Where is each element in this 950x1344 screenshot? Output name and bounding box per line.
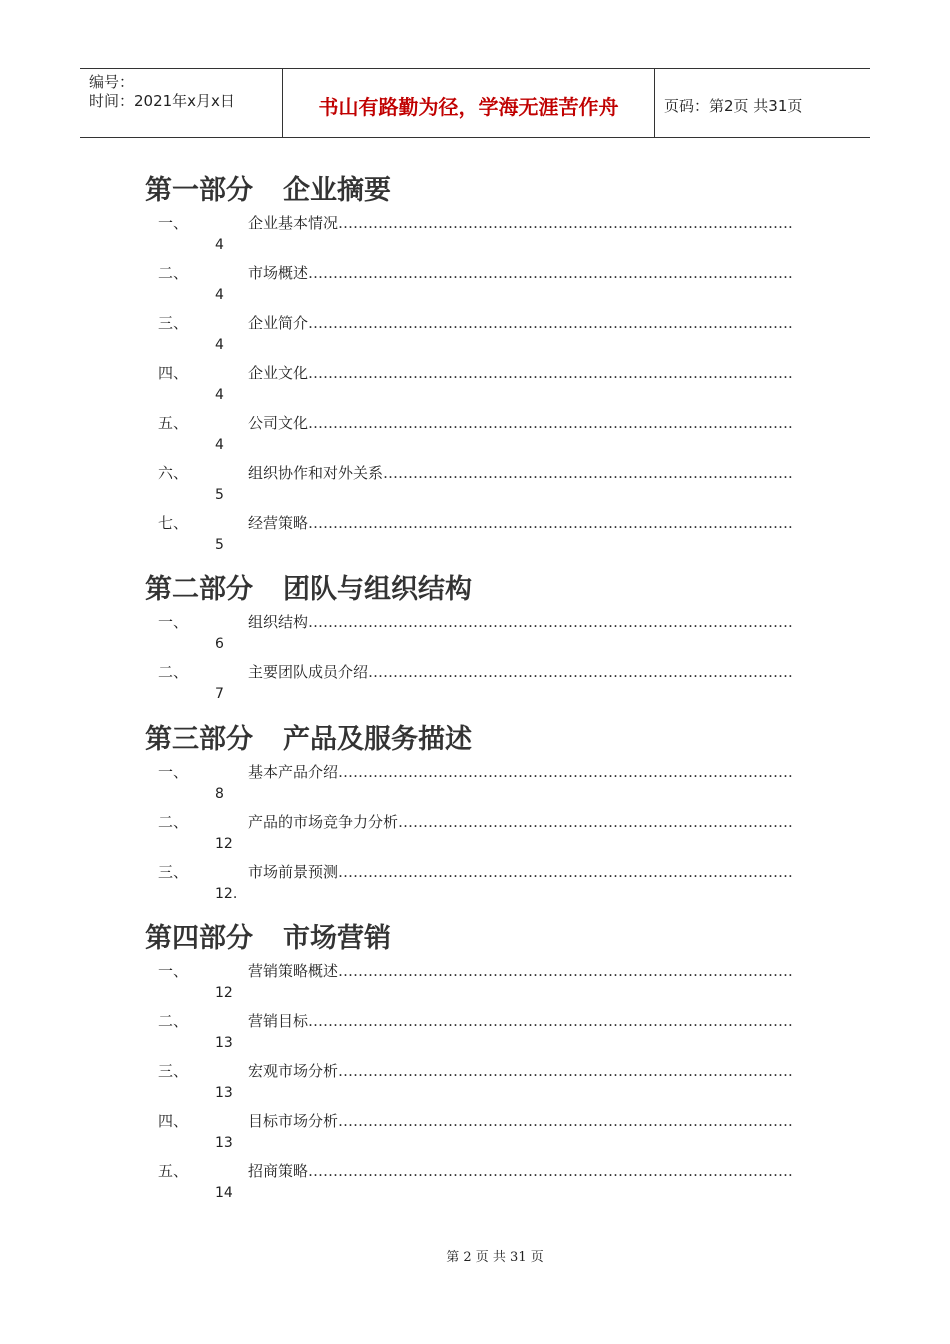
toc-entry[interactable] xyxy=(0,262,950,312)
toc-entry-label xyxy=(248,661,805,682)
toc-leader-dots: …………………………………………………………………………. xyxy=(368,663,793,681)
toc-leader-dots: ……………………………………………………………………………………. xyxy=(308,613,793,631)
toc-entry-label xyxy=(248,960,805,981)
toc-entry-number: 三、 xyxy=(158,314,189,332)
toc-entry[interactable] xyxy=(0,1110,950,1160)
toc-entry-page: 13 xyxy=(215,1135,233,1151)
toc-entry-text: 企业简介 xyxy=(248,314,309,332)
toc-entry[interactable] xyxy=(0,1010,950,1060)
toc-entry[interactable] xyxy=(0,611,950,661)
toc-entry-number: 二、 xyxy=(158,264,189,282)
toc-entry-text: 企业文化 xyxy=(248,364,309,382)
toc-entry-number: 五、 xyxy=(158,1162,189,1180)
toc-leader-dots: ………………………………………………………………………………. xyxy=(338,863,793,881)
toc-entry-page: 6 xyxy=(215,636,224,652)
toc-entry-text: 公司文化 xyxy=(248,414,309,432)
toc-entry-page: 4 xyxy=(215,337,224,353)
toc-entry-number: 七、 xyxy=(158,514,189,532)
section-part: 第三部分 xyxy=(145,724,253,755)
toc-entry-number: 三、 xyxy=(158,1062,189,1080)
header-page-info: 页码：第2页 共31页 xyxy=(664,96,803,115)
toc-entry-text: 招商策略 xyxy=(248,1162,309,1180)
toc-entry-label xyxy=(248,761,805,782)
toc-entry-label xyxy=(248,1160,805,1181)
toc-entry-number: 一、 xyxy=(158,214,189,232)
toc-entry-number: 四、 xyxy=(158,1112,189,1130)
toc-entry-text: 组织协作和对外关系 xyxy=(248,464,384,482)
toc-entry-page: 5 xyxy=(215,537,224,553)
section-title xyxy=(145,717,472,756)
toc-entry[interactable] xyxy=(0,1160,950,1210)
toc-entry-number: 五、 xyxy=(158,414,189,432)
toc-leader-dots: ……………………………………………………………………………………. xyxy=(308,314,793,332)
toc-entry-text: 营销目标 xyxy=(248,1012,309,1030)
toc-entry-label xyxy=(248,1110,805,1131)
toc-entry[interactable] xyxy=(0,661,950,711)
toc-leader-dots: ………………………………………………………………………………. xyxy=(338,214,793,232)
toc-entry-text: 组织结构 xyxy=(248,613,309,631)
toc-entry-page: 4 xyxy=(215,387,224,403)
section-title xyxy=(145,567,472,606)
toc-entry-text: 市场概述 xyxy=(248,264,309,282)
toc-entry-page: 7 xyxy=(215,686,224,702)
toc-entry-label xyxy=(248,412,805,433)
toc-leader-dots: ………………………………………………………………………………. xyxy=(338,1112,793,1130)
toc-leader-dots: ……………………………………………………………………………………. xyxy=(308,364,793,382)
toc-entry-page: 4 xyxy=(215,237,224,253)
toc-entry-text: 基本产品介绍 xyxy=(248,763,339,781)
toc-entry-page: 13 xyxy=(215,1085,233,1101)
toc-entry[interactable] xyxy=(0,1060,950,1110)
toc-entry-number: 一、 xyxy=(158,613,189,631)
toc-entry-page: 4 xyxy=(215,287,224,303)
toc-entry[interactable] xyxy=(0,761,950,811)
toc-entry[interactable] xyxy=(0,512,950,562)
toc-entry-label xyxy=(248,312,805,333)
toc-entry-page: 12. xyxy=(215,886,238,902)
toc-leader-dots: ……………………………………………………………………………………. xyxy=(308,514,793,532)
toc-entry-page: 4 xyxy=(215,437,224,453)
toc-entry[interactable] xyxy=(0,462,950,512)
toc-leader-dots: ……………………………………………………………………………………. xyxy=(308,1162,793,1180)
toc-entry-number: 二、 xyxy=(158,663,189,681)
toc-entry-label xyxy=(248,1010,805,1031)
toc-leader-dots: ……………………………………………………………………………………. xyxy=(308,264,793,282)
toc-entry-number: 一、 xyxy=(158,962,189,980)
toc-entry[interactable] xyxy=(0,312,950,362)
toc-entry-label xyxy=(248,861,805,882)
toc-entry-label xyxy=(248,611,805,632)
toc-entry-text: 产品的市场竞争力分析 xyxy=(248,813,399,831)
toc-entry-text: 企业基本情况 xyxy=(248,214,339,232)
document-time-label: 时间：2021年x月x日 xyxy=(89,92,235,110)
toc-entry-number: 二、 xyxy=(158,1012,189,1030)
toc-entry-label xyxy=(248,811,805,832)
toc-leader-dots: ……………………………………………………………………. xyxy=(398,813,793,831)
page-footer: 第 2 页 共 31 页 xyxy=(446,1250,544,1265)
toc-entry-text: 经营策略 xyxy=(248,514,309,532)
toc-entry-number: 三、 xyxy=(158,863,189,881)
toc-entry-number: 四、 xyxy=(158,364,189,382)
toc-entry-page: 8 xyxy=(215,786,224,802)
toc-entry-page: 12 xyxy=(215,985,233,1001)
document-number-label: 编号： xyxy=(89,73,135,91)
toc-entry-page: 5 xyxy=(215,487,224,503)
section-title xyxy=(145,168,391,207)
toc-entry-text: 宏观市场分析 xyxy=(248,1062,339,1080)
toc-entry-label xyxy=(248,1060,805,1081)
toc-entry-page: 12 xyxy=(215,836,233,852)
toc-entry[interactable] xyxy=(0,861,950,911)
section-name: 市场营销 xyxy=(283,923,391,954)
toc-entry[interactable] xyxy=(0,362,950,412)
toc-leader-dots: ………………………………………………………………………………. xyxy=(338,763,793,781)
section-part: 第一部分 xyxy=(145,175,253,206)
header-motto: 书山有路勤为径，学海无涯苦作舟 xyxy=(282,69,655,137)
header-left-cell xyxy=(80,69,282,137)
toc-entry-text: 主要团队成员介绍 xyxy=(248,663,369,681)
section-title xyxy=(145,916,391,955)
page-header xyxy=(80,68,870,138)
toc-entry[interactable] xyxy=(0,960,950,1010)
toc-entry-text: 市场前景预测 xyxy=(248,863,339,881)
section-name: 团队与组织结构 xyxy=(283,574,472,605)
toc-entry[interactable] xyxy=(0,412,950,462)
section-part: 第二部分 xyxy=(145,574,253,605)
toc-entry-page: 13 xyxy=(215,1035,233,1051)
section-part: 第四部分 xyxy=(145,923,253,954)
toc-entry-number: 一、 xyxy=(158,763,189,781)
toc-entry-text: 营销策略概述 xyxy=(248,962,339,980)
section-name: 企业摘要 xyxy=(283,175,391,206)
toc-leader-dots: ………………………………………………………………………………. xyxy=(338,962,793,980)
toc-leader-dots: ……………………………………………………………………………………. xyxy=(308,414,793,432)
toc-leader-dots: ………………………………………………………………………………. xyxy=(338,1062,793,1080)
toc-entry-label xyxy=(248,512,805,533)
toc-entry-label xyxy=(248,362,805,383)
toc-entry-text: 目标市场分析 xyxy=(248,1112,339,1130)
toc-leader-dots: ………………………………………………………………………. xyxy=(383,464,793,482)
toc-entry-label xyxy=(248,462,805,483)
toc-entry-label xyxy=(248,212,805,233)
toc-entry-number: 六、 xyxy=(158,464,189,482)
toc-entry[interactable] xyxy=(0,212,950,262)
toc-entry[interactable] xyxy=(0,811,950,861)
toc-entry-page: 14 xyxy=(215,1185,233,1201)
section-name: 产品及服务描述 xyxy=(283,724,472,755)
toc-entry-number: 二、 xyxy=(158,813,189,831)
toc-leader-dots: ……………………………………………………………………………………. xyxy=(308,1012,793,1030)
toc-entry-label xyxy=(248,262,805,283)
